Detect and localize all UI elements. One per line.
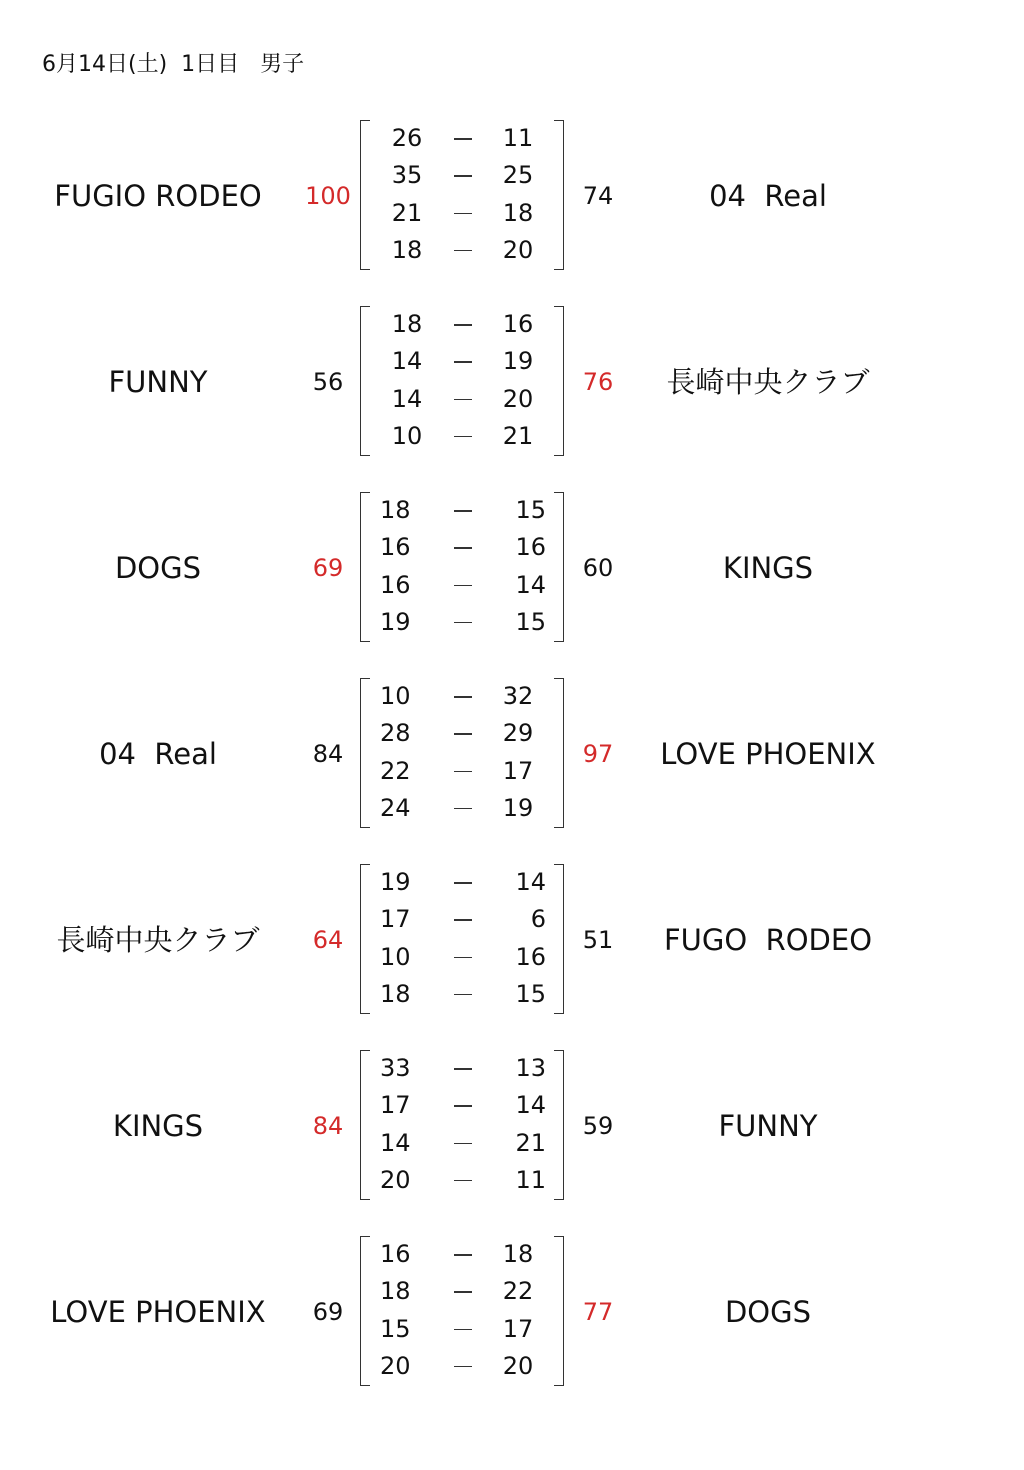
bracket-left <box>360 1050 370 1200</box>
quarter-away-score: 14 <box>515 570 546 599</box>
score-dash <box>454 510 472 512</box>
bracket-left <box>360 120 370 270</box>
quarter-home-score: 17 <box>380 905 411 934</box>
quarter-home-score: 20 <box>380 1351 411 1380</box>
quarter-home-score: 10 <box>380 682 411 710</box>
score-dash <box>454 733 472 735</box>
away-total-score: 51 <box>582 926 614 954</box>
quarter-home-score: 26 <box>391 124 423 152</box>
quarter-home-score: 10 <box>391 421 423 450</box>
score-dash <box>454 882 472 884</box>
match-7 <box>0 1232 1024 1382</box>
bracket-left <box>360 306 370 456</box>
bracket-right <box>554 864 564 1014</box>
quarter-away-score: 16 <box>515 942 546 971</box>
score-dash <box>454 138 472 140</box>
home-total-score: 56 <box>312 368 344 396</box>
away-total-score: 59 <box>582 1112 614 1140</box>
quarter-away-score: 29 <box>502 719 534 748</box>
score-dash <box>454 622 472 624</box>
bracket-right <box>554 306 564 456</box>
quarter-home-score: 14 <box>391 384 423 413</box>
bracket-left <box>360 1236 370 1386</box>
quarter-home-score: 17 <box>380 1091 411 1120</box>
away-team-name: LOVE PHOENIX <box>660 737 876 771</box>
quarter-home-score: 18 <box>380 496 411 524</box>
score-dash <box>454 399 472 401</box>
away-team-name: KINGS <box>722 551 814 585</box>
match-3 <box>0 488 1024 638</box>
score-dash <box>454 213 472 215</box>
quarter-home-score: 22 <box>380 756 411 785</box>
away-team-name: FUNNY <box>718 1109 818 1143</box>
home-total-score: 64 <box>312 926 344 954</box>
quarter-away-score: 11 <box>502 124 534 152</box>
quarter-away-score: 18 <box>502 1240 534 1268</box>
home-team-name: 長崎中央クラブ <box>56 923 260 957</box>
score-dash <box>454 585 472 587</box>
home-team-name: FUGIO RODEO <box>54 179 262 213</box>
quarter-away-score: 18 <box>502 198 534 227</box>
away-total-score: 77 <box>582 1298 614 1326</box>
quarter-home-score: 18 <box>391 310 423 338</box>
home-team-name: FUNNY <box>108 365 208 399</box>
match-4 <box>0 674 1024 824</box>
page-title: 6月14日(土) 1日目 男子 <box>42 52 305 77</box>
home-total-score: 84 <box>312 740 344 768</box>
quarter-home-score: 19 <box>380 868 411 896</box>
quarter-home-score: 16 <box>380 1240 411 1268</box>
quarter-home-score: 33 <box>380 1054 411 1082</box>
quarter-away-score: 25 <box>502 161 534 190</box>
score-dash <box>454 250 472 252</box>
score-dash <box>454 994 472 996</box>
quarter-home-score: 18 <box>380 1277 411 1306</box>
score-dash <box>454 1291 472 1293</box>
score-dash <box>454 919 472 921</box>
match-1 <box>0 116 1024 266</box>
quarter-away-score: 15 <box>515 496 546 524</box>
bracket-right <box>554 120 564 270</box>
home-total-score: 100 <box>305 182 351 210</box>
quarter-home-score: 28 <box>380 719 411 748</box>
score-dash <box>454 957 472 959</box>
quarter-home-score: 14 <box>380 1128 411 1157</box>
score-dash <box>454 175 472 177</box>
away-team-name: FUGO RODEO <box>663 923 873 957</box>
quarter-away-score: 19 <box>502 347 534 376</box>
away-team-name: 04 Real <box>709 179 827 213</box>
home-team-name: DOGS <box>114 551 202 585</box>
quarter-away-score: 32 <box>502 682 534 710</box>
score-dash <box>454 324 472 326</box>
score-dash <box>454 808 472 810</box>
quarter-home-score: 10 <box>380 942 411 971</box>
quarter-away-score: 20 <box>502 1351 534 1380</box>
away-total-score: 60 <box>582 554 614 582</box>
quarter-away-score: 11 <box>515 1165 546 1194</box>
bracket-right <box>554 492 564 642</box>
bracket-right <box>554 1050 564 1200</box>
quarter-home-score: 19 <box>380 607 411 636</box>
quarter-away-score: 15 <box>515 979 546 1008</box>
quarter-home-score: 15 <box>380 1314 411 1343</box>
score-dash <box>454 361 472 363</box>
match-5 <box>0 860 1024 1010</box>
quarter-away-score: 14 <box>515 868 546 896</box>
home-team-name: LOVE PHOENIX <box>50 1295 266 1329</box>
quarter-home-score: 16 <box>380 533 411 562</box>
quarter-home-score: 21 <box>391 198 423 227</box>
quarter-away-score: 20 <box>502 384 534 413</box>
away-total-score: 74 <box>582 182 614 210</box>
bracket-left <box>360 678 370 828</box>
home-total-score: 69 <box>312 554 344 582</box>
away-total-score: 76 <box>582 368 614 396</box>
home-team-name: KINGS <box>112 1109 204 1143</box>
quarter-home-score: 18 <box>391 235 423 264</box>
away-team-name: 長崎中央クラブ <box>666 365 870 399</box>
match-2 <box>0 302 1024 452</box>
quarter-away-score: 15 <box>515 607 546 636</box>
score-dash <box>454 1143 472 1145</box>
score-dash <box>454 771 472 773</box>
bracket-right <box>554 1236 564 1386</box>
bracket-right <box>554 678 564 828</box>
quarter-home-score: 14 <box>391 347 423 376</box>
away-team-name: DOGS <box>724 1295 812 1329</box>
home-total-score: 69 <box>312 1298 344 1326</box>
home-total-score: 84 <box>312 1112 344 1140</box>
quarter-away-score: 17 <box>502 756 534 785</box>
score-dash <box>454 1254 472 1256</box>
score-dash <box>454 1329 472 1331</box>
bracket-left <box>360 492 370 642</box>
score-dash <box>454 436 472 438</box>
quarter-home-score: 35 <box>391 161 423 190</box>
quarter-away-score: 22 <box>502 1277 534 1306</box>
quarter-away-score: 16 <box>515 533 546 562</box>
quarter-away-score: 17 <box>502 1314 534 1343</box>
quarter-away-score: 6 <box>530 905 546 934</box>
score-dash <box>454 1180 472 1182</box>
quarter-away-score: 21 <box>502 421 534 450</box>
quarter-away-score: 21 <box>515 1128 546 1157</box>
score-dash <box>454 696 472 698</box>
away-total-score: 97 <box>582 740 614 768</box>
score-dash <box>454 1068 472 1070</box>
quarter-away-score: 19 <box>502 793 534 822</box>
quarter-home-score: 20 <box>380 1165 411 1194</box>
quarter-home-score: 16 <box>380 570 411 599</box>
quarter-home-score: 24 <box>380 793 411 822</box>
match-6 <box>0 1046 1024 1196</box>
quarter-away-score: 14 <box>515 1091 546 1120</box>
score-dash <box>454 1105 472 1107</box>
score-dash <box>454 1366 472 1368</box>
bracket-left <box>360 864 370 1014</box>
quarter-home-score: 18 <box>380 979 411 1008</box>
score-dash <box>454 547 472 549</box>
quarter-away-score: 20 <box>502 235 534 264</box>
quarter-away-score: 16 <box>502 310 534 338</box>
quarter-away-score: 13 <box>515 1054 546 1082</box>
home-team-name: 04 Real <box>99 737 217 771</box>
